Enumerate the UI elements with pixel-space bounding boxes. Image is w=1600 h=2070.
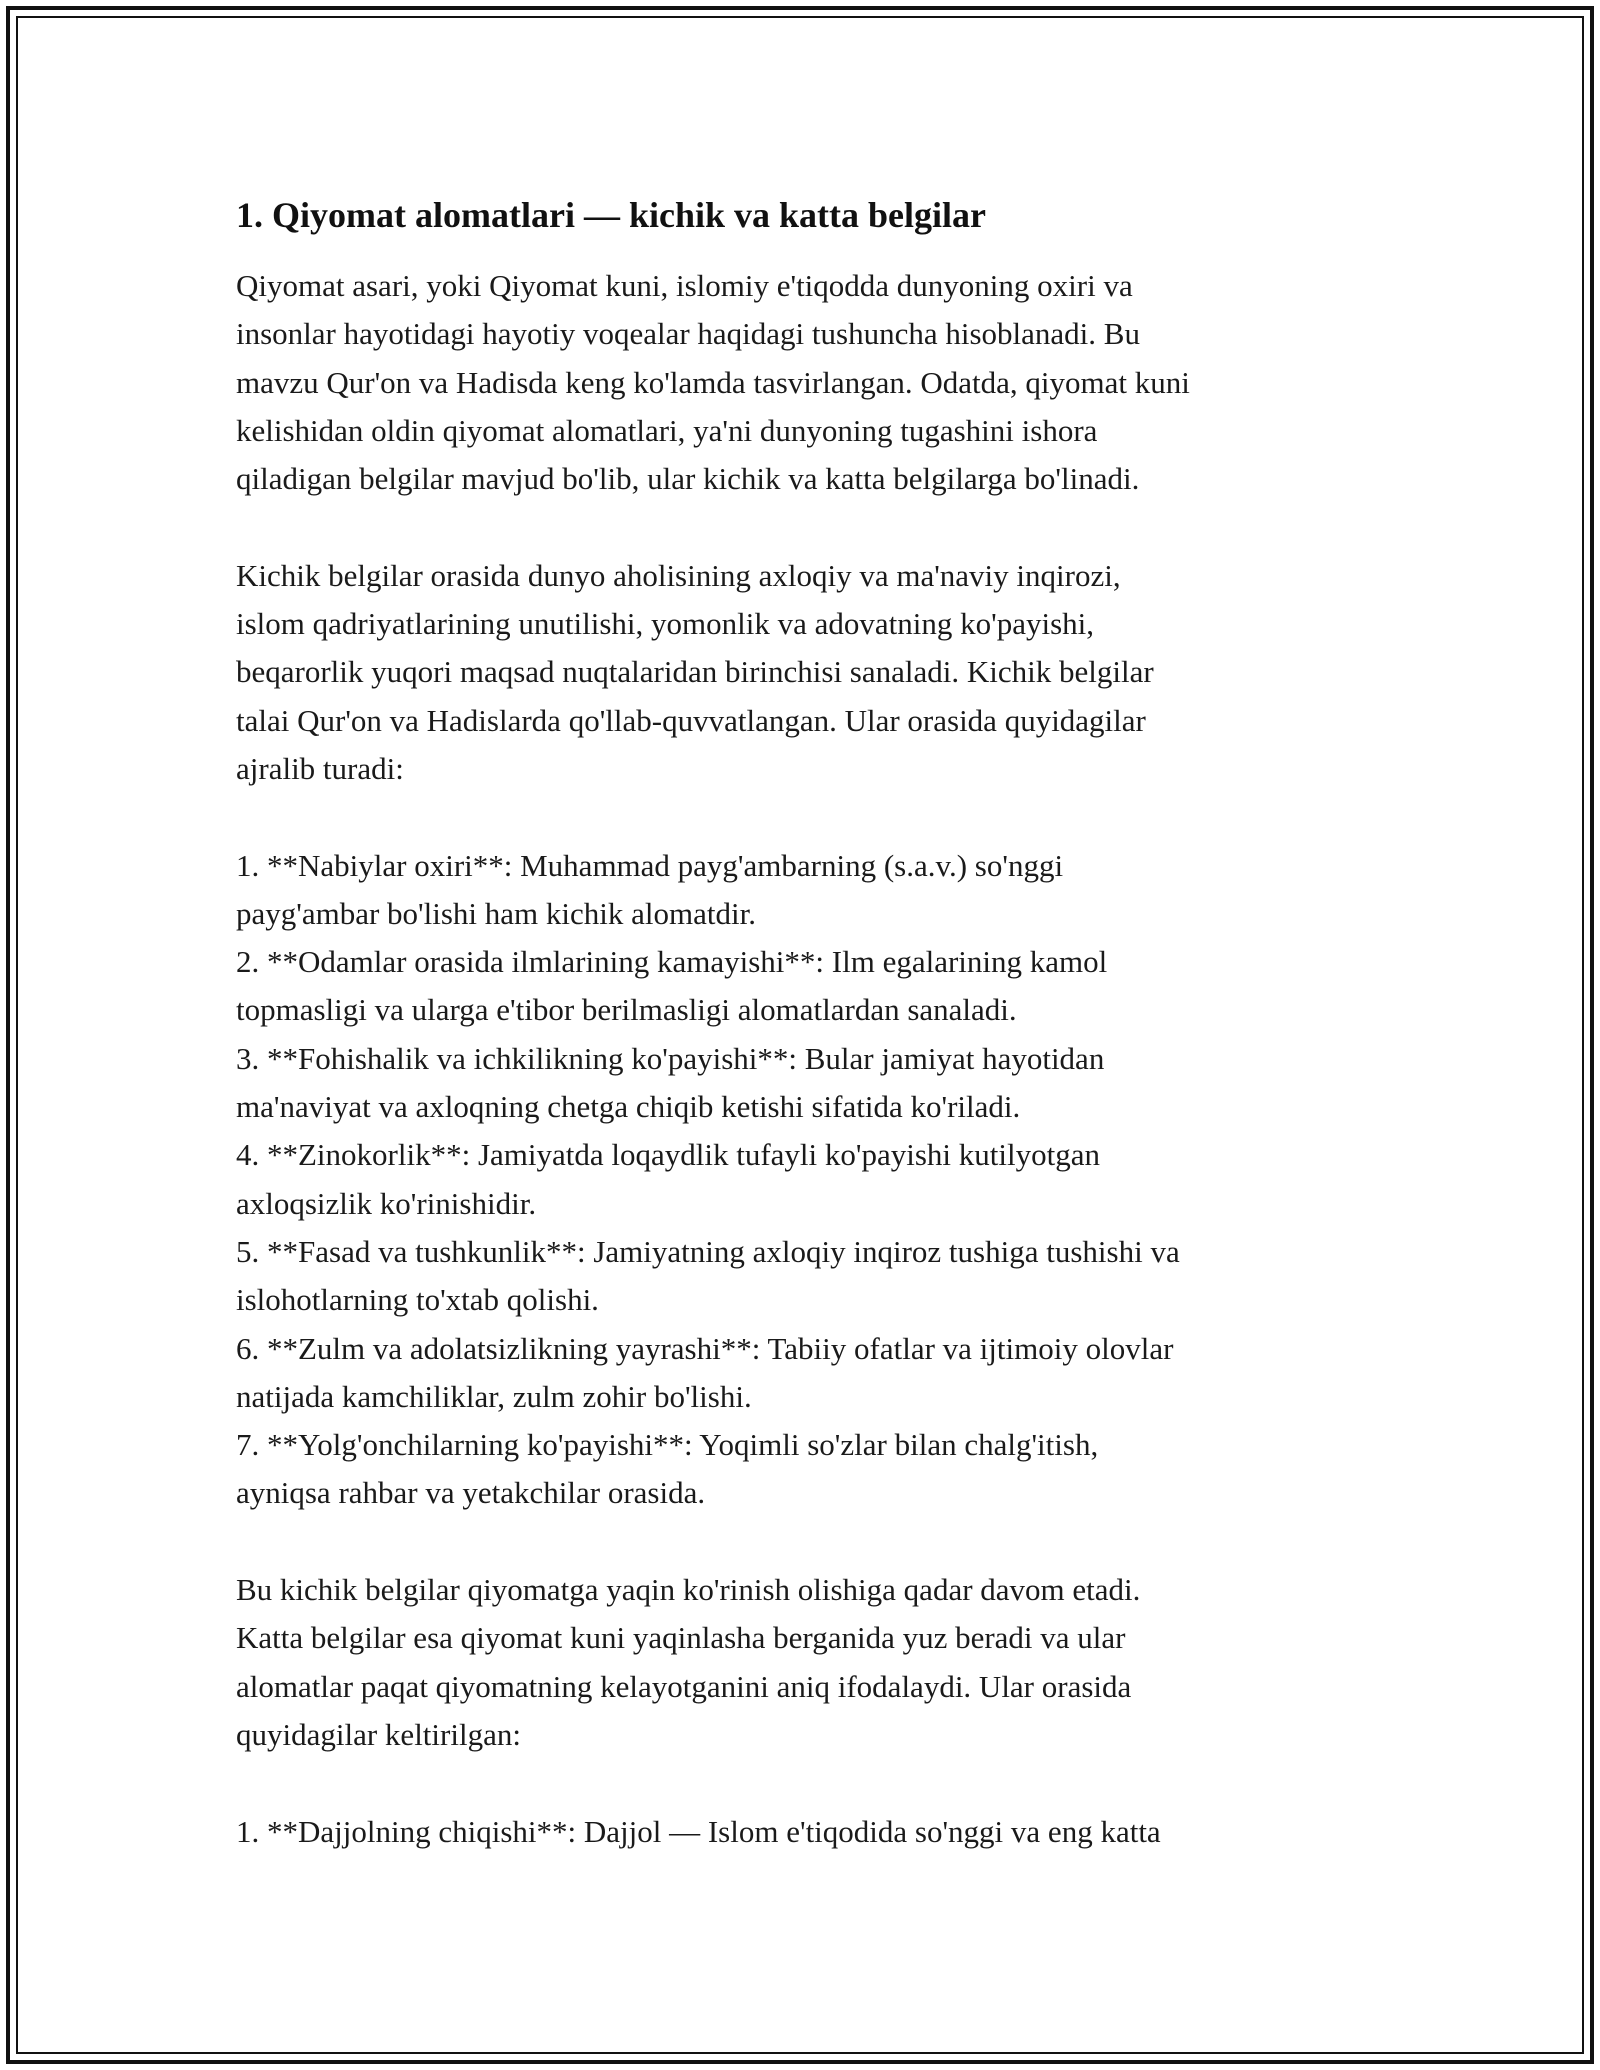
text-line: ma'naviyat va axloqning chetga chiqib ketishi sifatida ko'riladi. (236, 1089, 1021, 1125)
text-line: natijada kamchiliklar, zulm zohir bo'lishi. (236, 1378, 752, 1414)
paragraph-gap (236, 793, 1376, 841)
text-line: payg'ambar bo'lishi ham kichik alomatdir. (236, 895, 756, 931)
text-line: 2. **Odamlar orasida ilmlarining kamayishi**: Ilm egalarining kamol (236, 944, 1108, 980)
text-line: kelishidan oldin qiyomat alomatlari, ya'ni dunyoning tugashini ishora (236, 412, 1098, 448)
paragraph-gap (236, 1518, 1376, 1566)
text-line: 6. **Zulm va adolatsizlikning yayrashi**: Tabiiy ofatlar va ijtimoiy olovlar (236, 1330, 1174, 1366)
text-line: ayniqsa rahbar va yetakchilar orasida. (236, 1475, 706, 1511)
text-line: 4. **Zinokorlik**: Jamiyatda loqaydlik tufayli ko'payishi kutilyotgan (236, 1137, 1101, 1173)
text-line: topmasligi va ularga e'tibor berilmasligi alomatlardan sanaladi. (236, 992, 1017, 1028)
text-line: Qiyomat asari, yoki Qiyomat kuni, islomiy e'tiqodda dunyoning oxiri va (236, 268, 1133, 303)
section-heading: 1. Qiyomat alomatlari — kichik va katta belgilar (236, 195, 986, 235)
text-line: 5. **Fasad va tushkunlik**: Jamiyatning axloqiy inqiroz tushiga tushishi va (236, 1233, 1180, 1269)
text-line: 7. **Yolg'onchilarning ko'payishi**: Yoqimli so'zlar bilan chalg'itish, (236, 1427, 1099, 1463)
paragraph-gap (236, 503, 1376, 551)
text-line: beqarorlik yuqori maqsad nuqtalaridan birinchisi sanaladi. Kichik belgilar (236, 654, 1154, 690)
text-line: talai Qur'on va Hadislarda qo'llab-quvvatlangan. Ular orasida quyidagilar (236, 702, 1146, 738)
document-body (236, 190, 1376, 1856)
text-line: mavzu Qur'on va Hadisda keng ko'lamda tasvirlangan. Odatda, qiyomat kuni (236, 364, 1190, 400)
text-line: 3. **Fohishalik va ichkilikning ko'payishi**: Bular jamiyat hayotidan (236, 1040, 1105, 1076)
text-line: qiladigan belgilar mavjud bo'lib, ular kichik va katta belgilarga bo'linadi. (236, 461, 1140, 497)
text-line: ajralib turadi: (236, 750, 404, 786)
paragraph-gap (236, 1759, 1376, 1807)
text-line: quyidagilar keltirilgan: (236, 1716, 521, 1752)
text-line: 1. **Nabiylar oxiri**: Muhammad payg'ambarning (s.a.v.) so'nggi (236, 847, 1064, 883)
text-line: insonlar hayotidagi hayotiy voqealar haqidagi tushuncha hisoblanadi. Bu (236, 316, 1140, 352)
text-line: Kichik belgilar orasida dunyo aholisining axloqiy va ma'naviy inqirozi, (236, 557, 1121, 593)
text-line: 1. **Dajjolning chiqishi**: Dajjol — Islom e'tiqodida so'nggi va eng katta (236, 1813, 1161, 1849)
text-line: Bu kichik belgilar qiyomatga yaqin ko'rinish olishiga qadar davom etadi. (236, 1572, 1141, 1608)
text-line: alomatlar paqat qiyomatning kelayotganini aniq ifodalaydi. Ular orasida (236, 1668, 1132, 1704)
text-line: Katta belgilar esa qiyomat kuni yaqinlasha berganida yuz beradi va ular (236, 1620, 1126, 1656)
text-block (236, 262, 1376, 1856)
text-line: axloqsizlik ko'rinishidir. (236, 1185, 537, 1221)
text-line: islohotlarning to'xtab qolishi. (236, 1282, 599, 1318)
text-line: islom qadriyatlarining unutilishi, yomonlik va adovatning ko'payishi, (236, 606, 1094, 642)
